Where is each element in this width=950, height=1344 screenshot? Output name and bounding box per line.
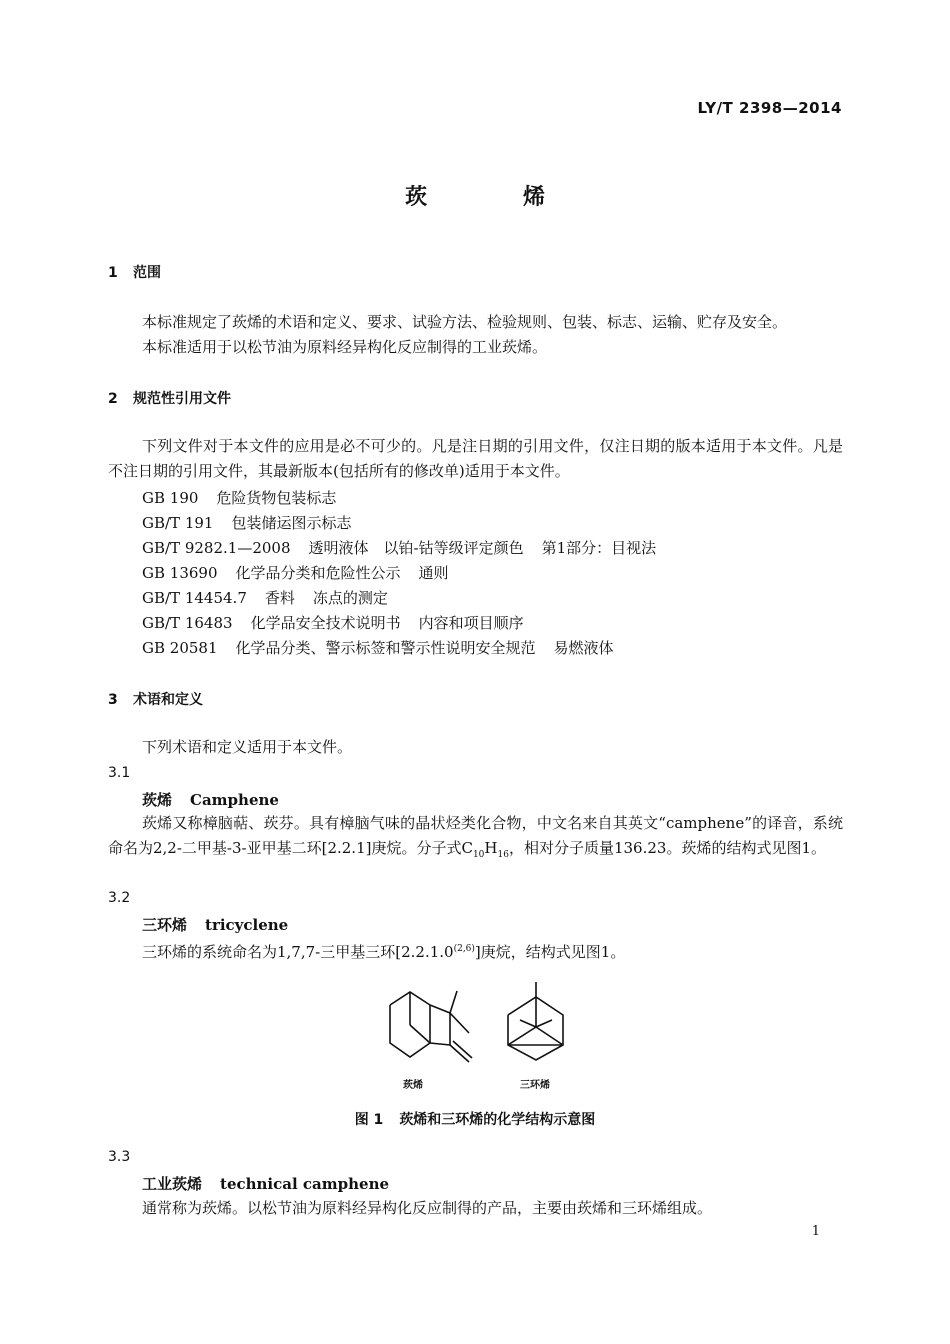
figure-caption: 图 1 莰烯和三环烯的化学结构示意图 — [354, 1112, 596, 1128]
term-definition: 三环烯的系统命名为1,7,7-三甲基三环[2.2.1.0$^{(2,6)}$]庚烷，结构式见图1。 — [142, 943, 626, 961]
reference-item: GB 20581 化学品分类、警示标签和警示性说明安全规范 易燃液体 — [142, 639, 614, 657]
term-number: 3.2 — [108, 890, 131, 906]
title-char-2: 烯 — [523, 185, 546, 210]
reference-item: GB 190 危险货物包装标志 — [142, 489, 337, 507]
document-title — [0, 180, 950, 211]
section-1-heading: 1 范围 — [108, 265, 161, 281]
term-name: 工业莰烯 technical camphene — [142, 1175, 390, 1193]
section-1-paragraph-2: 本标准适用于以松节油为原料经异构化反应制得的工业莰烯。 — [142, 338, 548, 356]
reference-item: GB/T 9282.1—2008 透明液体 以铂-钴等级评定颜色 第1部分：目视法 — [142, 539, 657, 557]
reference-item: GB/T 14454.7 香料 冻点的测定 — [142, 589, 388, 607]
reference-item: GB/T 16483 化学品安全技术说明书 内容和项目顺序 — [142, 614, 524, 632]
section-3-heading: 3 术语和定义 — [108, 692, 203, 708]
section-2-intro: 下列文件对于本文件的应用是必不可少的。凡是注日期的引用文件，仅注日期的版本适用于本文件。凡是不注日期的引用文件，其最新版本(包括所有的修改单)适用于本文件。 — [108, 437, 843, 480]
tricyclene-structure — [508, 982, 563, 1060]
figure-label-camphene: 莰烯 — [403, 1080, 423, 1091]
section-1-paragraph-1: 本标准规定了莰烯的术语和定义、要求、试验方法、检验规则、包装、标志、运输、贮存及安全。 — [142, 313, 788, 331]
term-definition: 莰烯又称樟脑萜、莰芬。具有樟脑气味的晶状烃类化合物，中文名来自其英文“camphene”的译音，系统命名为2,2-二甲基-3-亚甲基二环[2.2.1]庚烷。分子式$C_{10}H_{16}$，相对分子质量136.23。莰烯的结构式见图1。 — [108, 814, 843, 860]
camphene-structure — [390, 991, 472, 1062]
page-number: 1 — [811, 1224, 820, 1239]
section-3-intro: 下列术语和定义适用于本文件。 — [142, 738, 353, 756]
figure-label-tricyclene: 三环烯 — [520, 1080, 550, 1091]
term-name: 莰烯 Camphene — [142, 791, 279, 809]
reference-item: GB 13690 化学品分类和危险性公示 通则 — [142, 564, 449, 582]
reference-item: GB/T 191 包装储运图示标志 — [142, 514, 352, 532]
term-number: 3.1 — [108, 765, 131, 781]
standard-code: LY/T 2398—2014 — [697, 99, 842, 117]
section-2-heading: 2 规范性引用文件 — [108, 391, 231, 407]
term-definition: 通常称为莰烯。以松节油为原料经异构化反应制得的产品，主要由莰烯和三环烯组成。 — [142, 1199, 713, 1217]
term-number: 3.3 — [108, 1149, 131, 1165]
title-char-1: 莰 — [404, 185, 427, 210]
term-name: 三环烯 tricyclene — [142, 916, 289, 934]
